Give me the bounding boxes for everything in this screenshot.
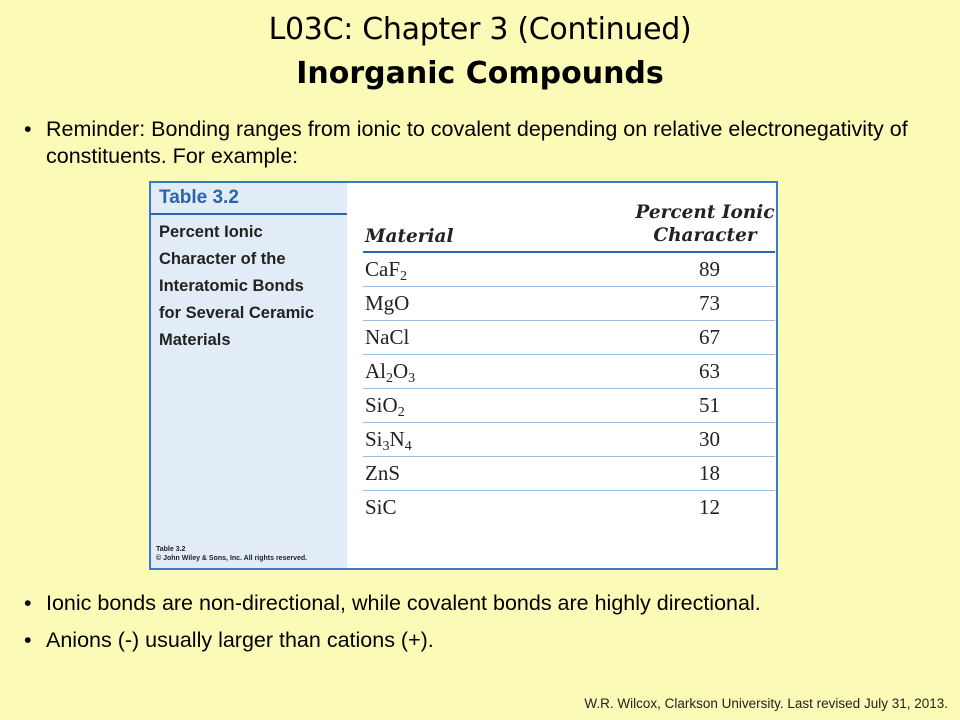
bullet-anions: • Anions (-) usually larger than cations (+). xyxy=(24,627,944,654)
material-cell: $Al_2O_3$ xyxy=(365,359,416,386)
material-cell: NaCl xyxy=(365,325,410,349)
percent-cell: 89 xyxy=(699,257,720,281)
material-cell: $Si_3N_4$ xyxy=(365,427,412,454)
bullet-list-top xyxy=(24,116,944,170)
table-row xyxy=(363,491,775,524)
percent-cell: 63 xyxy=(699,359,720,383)
table-credit xyxy=(156,545,307,563)
caption-line: for Several Ceramic xyxy=(159,304,315,322)
table-row xyxy=(363,423,775,457)
percent-cell: 51 xyxy=(699,393,720,417)
table-header xyxy=(363,193,775,253)
table-row xyxy=(363,287,775,321)
material-cell: ZnS xyxy=(365,461,401,485)
percent-cell: 73 xyxy=(699,291,720,315)
header-material: Material xyxy=(365,226,454,247)
percent-cell: 12 xyxy=(699,495,720,519)
bullet-reminder: • Reminder: Bonding ranges from ionic to covalent depending on relative electronegativity of constituents. For example: xyxy=(24,116,944,170)
footer-credit: W.R. Wilcox, Clarkson University. Last revised July 31, 2013. xyxy=(584,696,948,711)
percent-cell: 30 xyxy=(699,427,720,451)
bullet-directional: • Ionic bonds are non-directional, while covalent bonds are highly directional. xyxy=(24,590,944,617)
table-body xyxy=(363,253,775,524)
caption-line: Character of the xyxy=(159,250,286,268)
title-line-2: Inorganic Compounds xyxy=(296,56,664,91)
table-figure xyxy=(149,181,778,570)
credit-line-2: © John Wiley & Sons, Inc. All rights reserved. xyxy=(156,555,308,562)
material-cell: SiO$_2$ xyxy=(365,393,405,420)
table-row xyxy=(363,253,775,287)
material-cell: SiC xyxy=(365,495,397,519)
table-row xyxy=(363,355,775,389)
percent-cell: 18 xyxy=(699,461,720,485)
table-caption xyxy=(159,219,344,354)
title-line-1: L03C: Chapter 3 (Continued) xyxy=(268,12,692,47)
slide-title xyxy=(0,8,960,96)
table-row xyxy=(363,321,775,355)
table-row xyxy=(363,457,775,491)
table-label-rule xyxy=(151,213,347,215)
percent-cell: 67 xyxy=(699,325,720,349)
header-percent-ionic xyxy=(635,201,775,247)
header-percent-line-1: Percent Ionic xyxy=(635,202,775,223)
data-table xyxy=(363,193,775,524)
material-cell: MgO xyxy=(365,291,410,315)
credit-line-1: Table 3.2 xyxy=(156,546,186,553)
bullet-list-bottom xyxy=(24,590,944,664)
table-row xyxy=(363,389,775,423)
caption-line: Percent Ionic xyxy=(159,223,263,241)
table-label: Table 3.2 xyxy=(159,187,239,208)
table-caption-panel xyxy=(151,183,347,568)
material-cell: CaF$_2$ xyxy=(365,257,408,284)
caption-line: Materials xyxy=(159,331,231,349)
caption-line: Interatomic Bonds xyxy=(159,277,304,295)
header-percent-line-2: Character xyxy=(653,225,757,246)
